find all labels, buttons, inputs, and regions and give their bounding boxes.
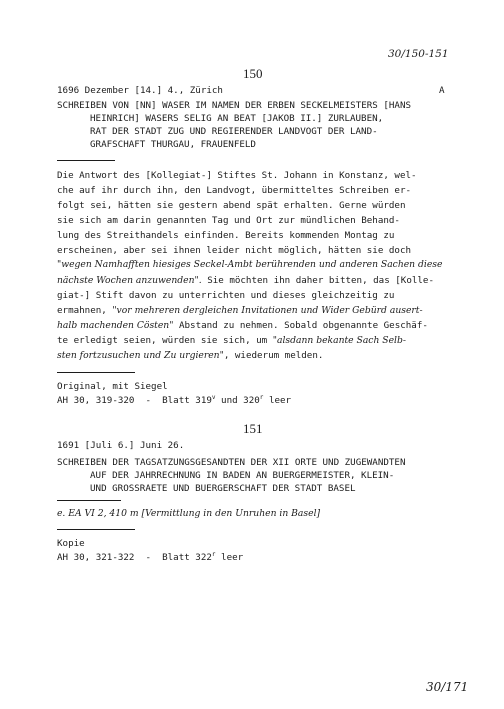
- page-reference: 30/150-151: [388, 48, 449, 60]
- body-text: te erledigt seien, würden sie sich, um: [57, 335, 273, 346]
- document-date: 1696 Dezember [14.] 4., Zürich: [57, 85, 223, 96]
- body-quote: "alsdann bekante Sach Selb-: [272, 335, 406, 346]
- heading-line: HEINRICH] WASERS SELIG AN BEAT [JAKOB II.] ZURLAUBEN,: [90, 113, 384, 124]
- document-date: 1691 [Juli 6.] Juni 26.: [57, 440, 185, 451]
- source-reference: [57, 551, 243, 565]
- source-reference: [57, 394, 291, 408]
- body-line: erscheinen, aber sei ihnen leider nicht möglich, hätten sie doch: [57, 245, 412, 256]
- body-text: Sie möchten ihn daher bitten, das [Kolle-: [201, 275, 434, 286]
- source-type: Original, mit Siegel: [57, 381, 168, 392]
- body-text: , wiederum melden.: [223, 350, 324, 361]
- source-type: Kopie: [57, 538, 85, 549]
- source-ref-text: leer: [263, 395, 292, 406]
- body-quote: sten fortzusuchen und Zu urgieren": [57, 350, 224, 361]
- document-number-150: 150: [243, 66, 263, 81]
- body-line: giat-] Stift davon zu unterrichten und dieses gleichzeitig zu: [57, 290, 395, 301]
- folio-side: r: [211, 550, 216, 558]
- heading-rule: [57, 160, 115, 161]
- source-rule: [57, 529, 135, 530]
- heading-line: SCHREIBEN VON [NN] WASER IM NAMEN DER ERBEN SECKELMEISTERS [HANS: [57, 100, 412, 111]
- folio-side: v: [211, 393, 216, 401]
- source-rule: [57, 372, 135, 373]
- heading-line: UND GROSSRAETE UND BUERGERSCHAFT DER STADT BASEL: [90, 483, 356, 494]
- body-line: sie sich am darin genannten Tag und Ort zur mündlichen Behand-: [57, 215, 400, 226]
- heading-line: RAT DER STADT ZUG UND REGIERENDER LANDVOGT DER LAND-: [90, 126, 378, 137]
- document-number-151: 151: [243, 421, 263, 436]
- body-quote: nächste Wochen anzuwenden".: [57, 275, 202, 286]
- body-text: Abstand zu nehmen. Sobald obgenannte Geschäf-: [173, 320, 428, 331]
- folio-side: r: [259, 393, 264, 401]
- body-line: che auf ihr durch ihn, den Landvogt, übermitteltes Schreiben er-: [57, 185, 412, 196]
- source-ref-text: AH 30, 321-322 - Blatt 322: [57, 552, 212, 563]
- body-line: [57, 274, 434, 288]
- heading-line: SCHREIBEN DER TAGSATZUNGSGESANDTEN DER XII ORTE UND ZUGEWANDTEN: [57, 457, 406, 468]
- body-line: [57, 304, 423, 318]
- body-line: folgt sei, hätten sie gestern abend spät erhalten. Gerne würden: [57, 200, 406, 211]
- body-quote: halb machenden Cösten": [57, 320, 174, 331]
- document-letter: A: [439, 85, 445, 96]
- heading-line: GRAFSCHAFT THURGAU, FRAUENFELD: [90, 139, 256, 150]
- source-ref-text: und 320: [215, 395, 260, 406]
- body-line: lung des Streithandels einfinden. Bereits kommenden Montag zu: [57, 230, 395, 241]
- source-ref-text: leer: [215, 552, 244, 563]
- body-line: [57, 334, 406, 348]
- body-line: Die Antwort des [Kollegiat-] Stiftes St. Johann in Konstanz, wel-: [57, 170, 417, 181]
- heading-rule: [57, 500, 121, 501]
- body-line: [57, 349, 323, 363]
- source-ref-text: AH 30, 319-320 - Blatt 319: [57, 395, 212, 406]
- body-quote: "vor mehreren dergleichen Invitationen und Wider Gebürd ausert-: [112, 305, 423, 316]
- body-quote-line: "wegen Namhafften hiesiges Seckel-Ambt berührenden und anderen Sachen diese: [57, 259, 443, 270]
- body-line: [57, 319, 428, 333]
- handwritten-page-mark: 30/171: [426, 680, 469, 694]
- edition-note: e. EA VI 2, 410 m [Vermittlung in den Unruhen in Basel]: [57, 508, 321, 519]
- heading-line: AUF DER JAHRRECHNUNG IN BADEN AN BUERGERMEISTER, KLEIN-: [90, 470, 395, 481]
- body-text: ermahnen,: [57, 305, 113, 316]
